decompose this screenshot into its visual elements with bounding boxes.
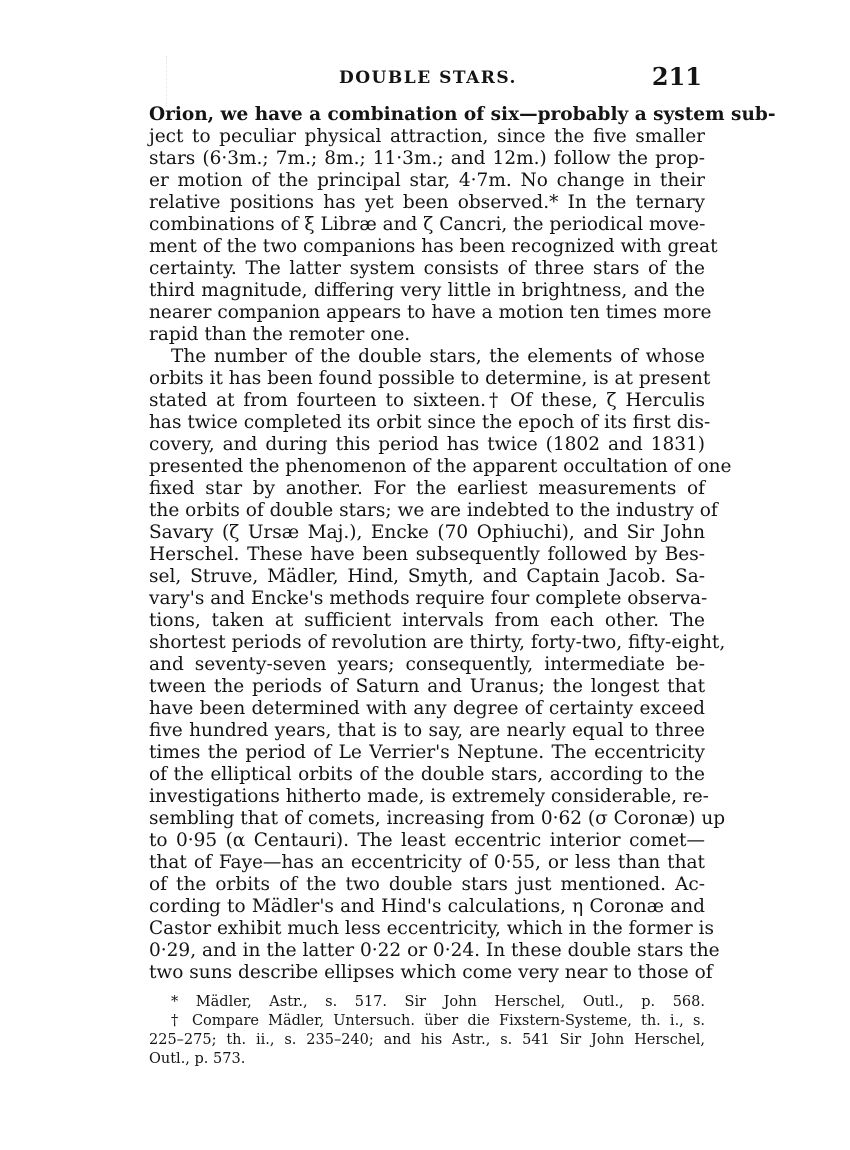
text-line: have been determined with any degree of certainty exceed [149,698,705,719]
text-line: er motion of the principal star, 4·7m. No change in their [149,170,705,191]
footnote-line: * Mädler, Astr., s. 517. Sir John Herschel, Outl., p. 568. [171,994,705,1010]
text-line: times the period of Le Verrier's Neptune. The eccentricity [149,742,705,763]
text-line: of the elliptical orbits of the double stars, according to the [149,764,705,785]
text-line: five hundred years, that is to say, are nearly equal to three [149,720,705,741]
text-line: the orbits of double stars; we are indebted to the industry of [149,500,718,521]
text-line: sel, Struve, Mädler, Hind, Smyth, and Captain Jacob. Sa- [149,566,705,587]
footnote-line: † Compare Mädler, Untersuch. über die Fixstern-Systeme, th. i., s. [171,1013,705,1029]
body-text [149,104,776,984]
text-line: nearer companion appears to have a motion ten times more [149,302,712,323]
text-line: stated at from fourteen to sixteen.† Of these, ζ Herculis [149,390,705,411]
text-line: cording to Mädler's and Hind's calculations, η Coronæ and [149,896,705,917]
text-line: 0·29, and in the latter 0·22 or 0·24. In these double stars the [149,940,720,961]
text-line: ment of the two companions has been recognized with great [149,236,718,257]
text-line: relative positions has yet been observed.* In the ternary [149,192,705,213]
text-line: fixed star by another. For the earliest measurements of [149,478,705,499]
text-line: vary's and Encke's methods require four complete observa- [149,588,708,609]
running-title: DOUBLE STARS. [339,68,517,88]
footnotes [149,993,705,1069]
text-line: stars (6·3m.; 7m.; 8m.; 11·3m.; and 12m.) follow the prop- [149,148,705,169]
text-line: presented the phenomenon of the apparent occultation of one [149,456,732,477]
text-line: third magnitude, differing very little in brightness, and the [149,280,705,301]
page-number: 211 [651,62,702,91]
text-line: to 0·95 (α Centauri). The least eccentric interior comet— [149,830,705,851]
text-line: shortest periods of revolution are thirty, forty-two, fifty-eight, [149,632,726,653]
text-line: investigations hitherto made, is extremely considerable, re- [149,786,709,807]
text-line: sembling that of comets, increasing from 0·62 (σ Coronæ) up [149,808,726,829]
text-line: certainty. The latter system consists of three stars of the [149,258,705,279]
text-line: Orion, we have a combination of six—probably a system sub- [149,104,776,125]
text-line: two suns describe ellipses which come very near to those of [149,962,713,983]
text-line: Savary (ζ Ursæ Maj.), Encke (70 Ophiuchi), and Sir John [149,522,705,543]
text-line: Herschel. These have been subsequently followed by Bes- [149,544,705,565]
footnote-line: 225–275; th. ii., s. 235–240; and his Astr., s. 541 Sir John Herschel, [149,1032,705,1048]
running-head [148,64,708,94]
footnote-line: Outl., p. 573. [149,1051,246,1067]
text-line: Castor exhibit much less eccentricity, which in the former is [149,918,714,939]
text-line: has twice completed its orbit since the epoch of its first dis- [149,412,711,433]
text-line: and seventy-seven years; consequently, intermediate be- [149,654,705,675]
text-line: of the orbits of the two double stars just mentioned. Ac- [149,874,705,895]
text-line: tions, taken at sufficient intervals from each other. The [149,610,705,631]
text-line: The number of the double stars, the elements of whose [171,346,705,367]
text-line: that of Faye—has an eccentricity of 0·55, or less than that [149,852,705,873]
text-line: orbits it has been found possible to determine, is at present [149,368,711,389]
text-line: covery, and during this period has twice (1802 and 1831) [149,434,705,455]
text-line: combinations of ξ Libræ and ζ Cancri, the periodical move- [149,214,706,235]
text-line: ject to peculiar physical attraction, since the five smaller [149,126,705,147]
text-line: rapid than the remoter one. [149,324,411,345]
text-line: tween the periods of Saturn and Uranus; the longest that [149,676,705,697]
